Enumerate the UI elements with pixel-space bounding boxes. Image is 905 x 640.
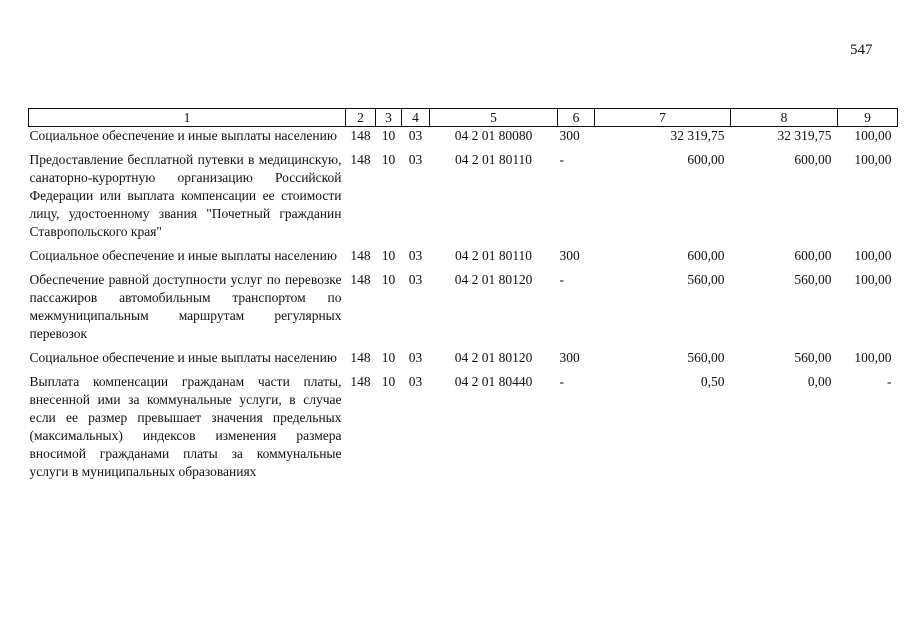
- column-header: 2: [346, 109, 376, 127]
- table-row: [29, 127, 898, 152]
- cell-ministry-code: 148: [350, 128, 371, 143]
- header-row: [29, 109, 898, 127]
- table-row: [29, 271, 898, 349]
- column-header: 5: [430, 109, 558, 127]
- cell-planned: 0,50: [700, 374, 725, 389]
- cell-subsection: 03: [408, 374, 423, 389]
- column-header: 6: [558, 109, 595, 127]
- cell-subsection: 03: [408, 152, 423, 167]
- cell-section: 10: [381, 374, 396, 389]
- cell-subsection: 03: [408, 272, 423, 287]
- cell-section: 10: [381, 128, 396, 143]
- budget-table: [28, 108, 898, 481]
- column-header: 7: [595, 109, 731, 127]
- cell-section: 10: [381, 272, 396, 287]
- cell-executed: 32 319,75: [777, 128, 832, 143]
- cell-percent: 100,00: [854, 248, 892, 263]
- cell-executed: 600,00: [794, 152, 832, 167]
- cell-percent: 100,00: [854, 350, 892, 365]
- cell-target-article: 04 2 01 80440: [454, 374, 533, 389]
- column-header: 1: [29, 109, 346, 127]
- cell-planned: 600,00: [687, 152, 725, 167]
- cell-ministry-code: 148: [350, 272, 371, 287]
- cell-target-article: 04 2 01 80120: [454, 350, 533, 365]
- cell-percent: 100,00: [854, 128, 892, 143]
- cell-target-article: 04 2 01 80080: [454, 128, 533, 143]
- column-header: 8: [731, 109, 838, 127]
- table-row: [29, 349, 898, 373]
- cell-subsection: 03: [408, 350, 423, 365]
- cell-executed: 560,00: [794, 272, 832, 287]
- cell-target-article: 04 2 01 80110: [454, 152, 533, 167]
- cell-target-article: 04 2 01 80120: [454, 272, 533, 287]
- table-row: [29, 247, 898, 271]
- column-header: 4: [402, 109, 430, 127]
- cell-executed: 600,00: [794, 248, 832, 263]
- cell-subsection: 03: [408, 128, 423, 143]
- row-name: Предоставление бесплатной путевки в медицинскую, санаторно-курортную организацию Российской Федерации или выплата компенсации ее стоимости лицу, удостоенному звания "Почетный гражданин Ставропольского края": [29, 152, 342, 239]
- cell-expense-type: -: [559, 152, 564, 167]
- cell-section: 10: [381, 248, 396, 263]
- row-name: Обеспечение равной доступности услуг по перевозке пассажиров автомобильным транспортом по межмуниципальным маршрутам регулярных перевозок: [29, 272, 342, 341]
- table-row: [29, 373, 898, 481]
- cell-expense-type: 300: [559, 128, 580, 143]
- table-row: [29, 151, 898, 247]
- cell-target-article: 04 2 01 80110: [454, 248, 533, 263]
- cell-executed: 560,00: [794, 350, 832, 365]
- cell-expense-type: -: [559, 272, 564, 287]
- column-header: 3: [376, 109, 402, 127]
- cell-planned: 600,00: [687, 248, 725, 263]
- row-name: Социальное обеспечение и иные выплаты населению: [29, 350, 337, 365]
- cell-ministry-code: 148: [350, 152, 371, 167]
- cell-expense-type: -: [559, 374, 564, 389]
- cell-expense-type: 300: [559, 248, 580, 263]
- cell-executed: 0,00: [807, 374, 832, 389]
- column-header: 9: [838, 109, 898, 127]
- cell-planned: 560,00: [687, 350, 725, 365]
- cell-percent: 100,00: [854, 272, 892, 287]
- cell-planned: 32 319,75: [670, 128, 725, 143]
- cell-section: 10: [381, 152, 396, 167]
- cell-ministry-code: 148: [350, 350, 371, 365]
- cell-percent: 100,00: [854, 152, 892, 167]
- cell-section: 10: [381, 350, 396, 365]
- row-name: Выплата компенсации гражданам части платы, внесенной ими за коммунальные услуги, в случае если ее размер превышает значения предельных (максимальных) индексов изменения размера вносимой гражданами платы за коммунальные услуги в муниципальных образованиях: [29, 374, 342, 479]
- cell-percent: -: [887, 374, 892, 389]
- row-name: Социальное обеспечение и иные выплаты населению: [29, 248, 337, 263]
- cell-planned: 560,00: [687, 272, 725, 287]
- cell-ministry-code: 148: [350, 248, 371, 263]
- page-number: 547: [850, 42, 873, 58]
- cell-subsection: 03: [408, 248, 423, 263]
- cell-expense-type: 300: [559, 350, 580, 365]
- row-name: Социальное обеспечение и иные выплаты населению: [29, 128, 337, 143]
- cell-ministry-code: 148: [350, 374, 371, 389]
